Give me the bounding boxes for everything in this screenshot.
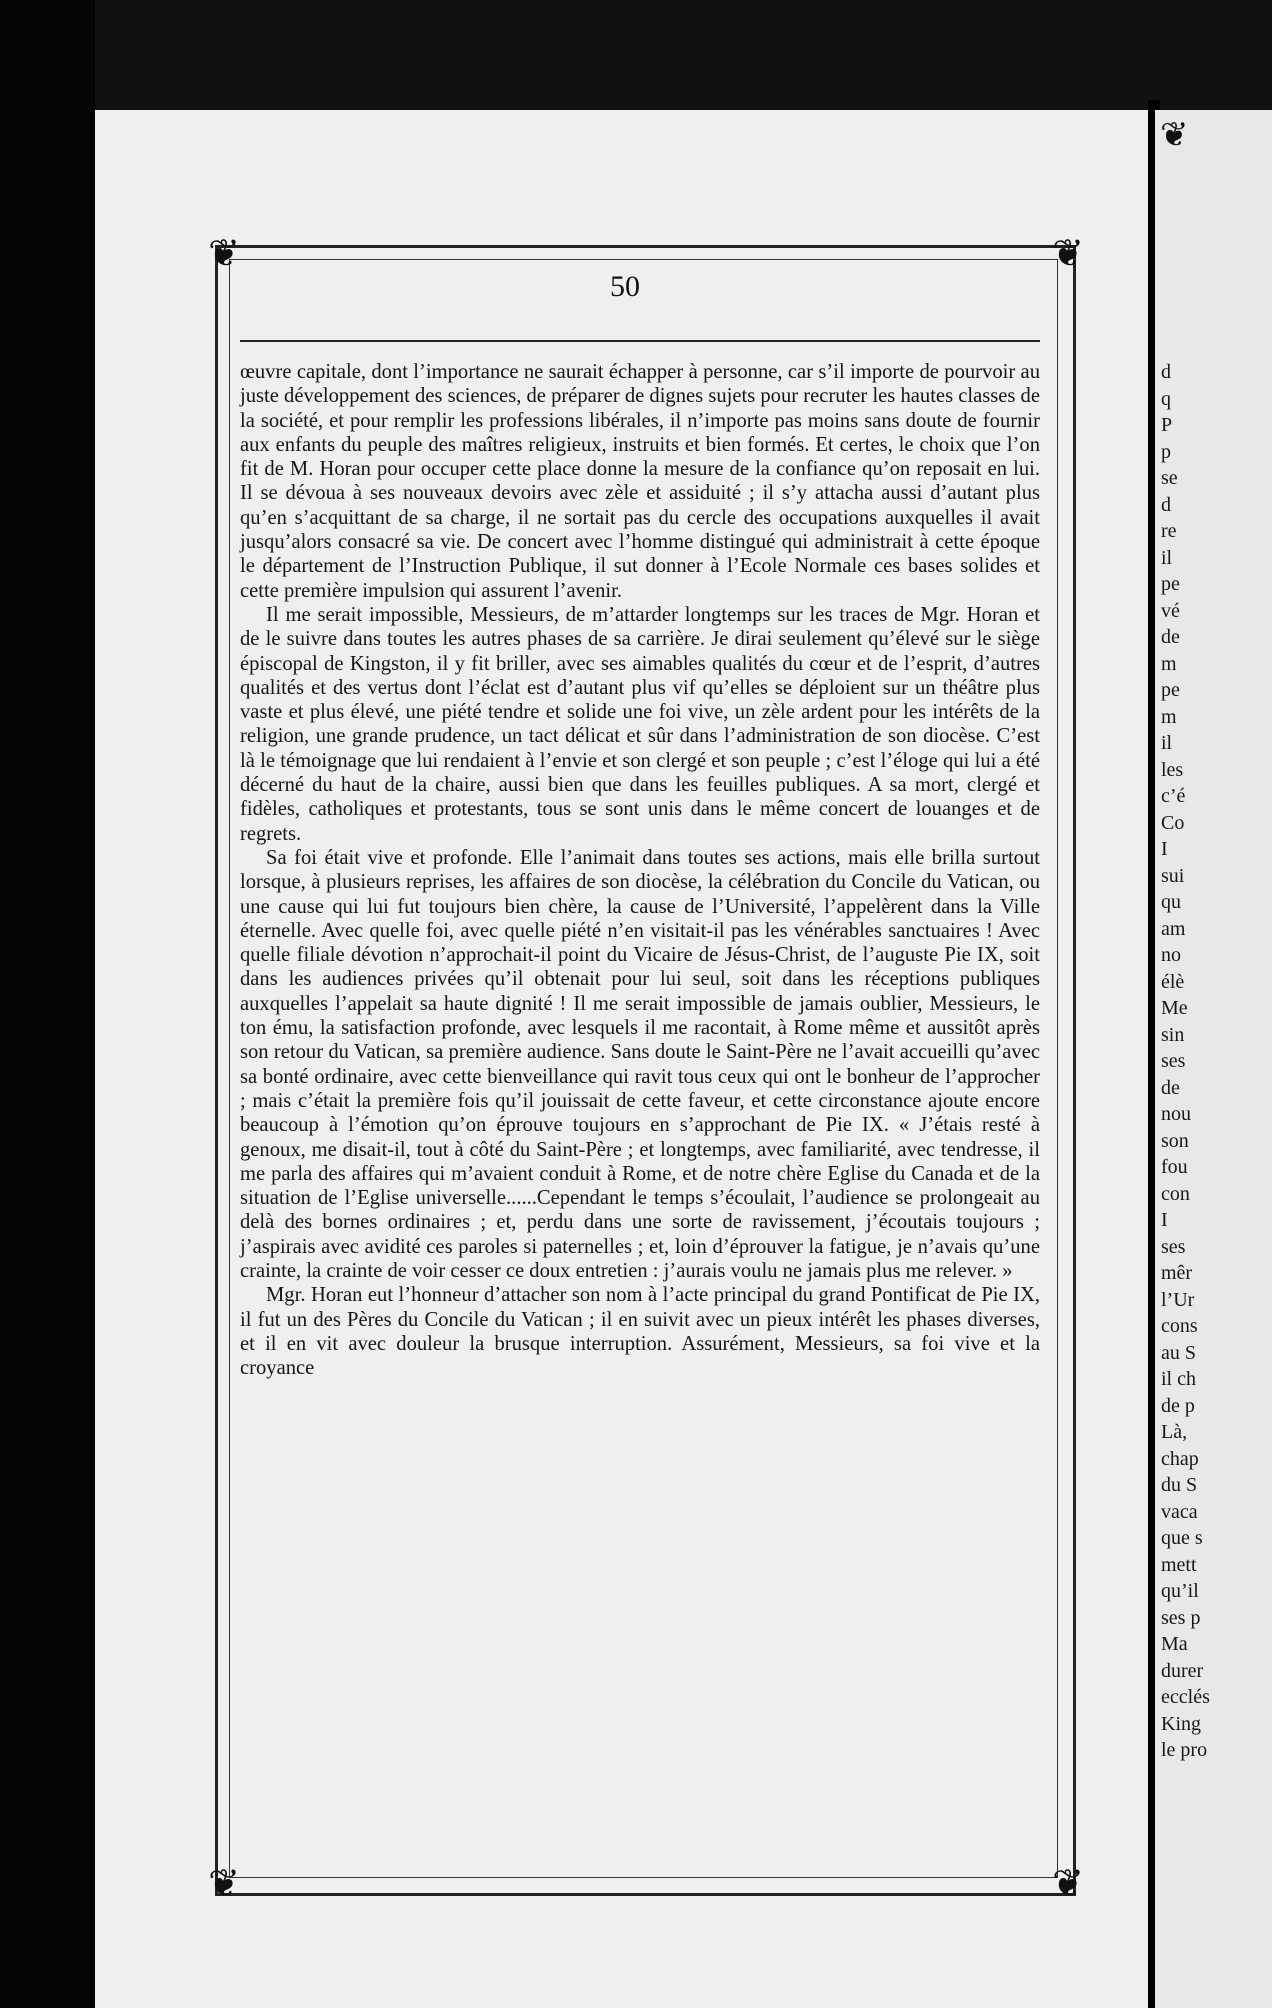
adjacent-line-fragment: Co [1161,811,1185,834]
scan-left-margin [0,0,95,2008]
adjacent-line-fragment: mett [1161,1553,1197,1576]
adjacent-line-fragment: que s [1161,1527,1203,1549]
adjacent-line-fragment: son [1161,1129,1189,1152]
adjacent-line-fragment: élè [1161,970,1185,993]
adjacent-line-fragment: de p [1161,1394,1195,1417]
adjacent-line-fragment: I [1161,1209,1168,1231]
paragraph: Sa foi était vive et profonde. Elle l’animait dans toutes ses actions, mais elle brilla surtout lorsque, à plusieurs reprises, les affaires de son diocèse, la célébration du Concile du Vatican, ou une cause qui lui fut toujours bien chère, la cause de l’Université, l’appelèrent dans la Ville éternelle. Avec quelle foi, avec quelle piété n’en visitait-il pas les vénérables sanctuaires ! Avec quelle filiale dévotion n’approchait-il point du Vicaire de Jésus-Christ, de l’auguste Pie IX, soit dans les audiences privées qu’il obtenait pour lui seul, soit dans les réceptions publiques auxquelles l’appelait sa haute dignité ! Il me serait impossible de jamais oublier, Messieurs, le ton ému, la satisfaction profonde, avec lesquels il me racontait, à Rome même et aussitôt après son retour du Vatican, sa première audience. Sans doute le Saint-Père ne l’avait accueilli qu’avec sa bonté ordinaire, avec cette bienveillance qui ravit tous ceux qui ont le bonheur de l’approcher ; mais c’était la première fois qu’il jouissait de cette faveur, et cette circonstance ajoute encore beaucoup à l’émotion qu’on éprouve toujours en s’approchant de Pie IX. « J’étais resté à genoux, me disait-il, tout à côté du Saint-Père ; et longtemps, avec familiarité, avec tendresse, il me parla des affaires qui m’avaient conduit à Rome, et de notre chère Eglise du Canada et de la situation de l’Eglise universelle......Cependant le temps s’écoulait, l’audience se prolongeait au delà des bornes ordinaires ; et, perdu dans une sorte de ravissement, j’écoutais toujours ; j’aspirais avec avidité ces paroles si paternelles ; et, loin d’éprouver la fatigue, je n’avais qu’une crainte, la crainte de voir cesser ce doux entretien : j’aurais voulu ne jamais plus me relever. » [240,846,1040,1282]
adjacent-line-fragment: chap [1161,1447,1199,1470]
adjacent-line-fragment: les [1161,758,1184,781]
adjacent-line-fragment: re [1161,520,1177,542]
adjacent-line-fragment: mêr [1161,1262,1193,1284]
adjacent-line-fragment: ses p [1161,1606,1201,1629]
book-page [95,110,1155,2008]
adjacent-line-fragment: Là, [1161,1421,1188,1443]
adjacent-line-fragment: Ma [1161,1633,1188,1655]
adjacent-line-fragment: il [1161,732,1173,754]
adjacent-line-fragment: p [1161,440,1171,463]
adjacent-line-fragment: ecclés [1161,1686,1210,1708]
corner-ornament-icon: ❦ [208,1861,240,1905]
adjacent-line-fragment: m [1161,705,1177,728]
adjacent-line-fragment: il ch [1161,1368,1196,1390]
adjacent-line-fragment: I [1161,838,1168,860]
adjacent-line-fragment: ses [1161,1235,1186,1258]
adjacent-line-fragment: se [1161,467,1178,489]
adjacent-line-fragment: pe [1161,573,1180,595]
adjacent-line-fragment: ses [1161,1050,1186,1072]
adjacent-line-fragment: cons [1161,1315,1198,1337]
adjacent-line-fragment: de [1161,626,1180,648]
scan-top-margin [0,0,1272,110]
adjacent-line-fragment: King [1161,1712,1201,1735]
adjacent-line-fragment: vaca [1161,1500,1198,1523]
body-text [240,360,1040,1380]
adjacent-line-fragment: il [1161,546,1173,569]
adjacent-line-fragment: durer [1161,1659,1204,1682]
adjacent-line-fragment: P [1161,414,1173,436]
adjacent-line-fragment: c’é [1161,785,1186,807]
page-number: 50 [610,270,640,303]
adjacent-line-fragment: am [1161,917,1186,940]
adjacent-line-fragment: qu’il [1161,1580,1199,1602]
adjacent-line-fragment: fou [1161,1156,1188,1178]
corner-ornament-icon: ❦ [1160,115,1189,155]
adjacent-line-fragment: no [1161,944,1181,966]
adjacent-line-fragment: q [1161,387,1171,410]
adjacent-page-fragment [1155,110,1272,2008]
corner-ornament-icon: ❦ [1052,231,1084,275]
adjacent-line-fragment: sin [1161,1023,1185,1046]
adjacent-line-fragment: qu [1161,891,1181,913]
adjacent-line-fragment: sui [1161,864,1185,887]
adjacent-line-fragment: pe [1161,679,1180,701]
adjacent-line-fragment: du S [1161,1474,1198,1496]
adjacent-line-fragment: d [1161,361,1171,383]
adjacent-line-fragment: m [1161,652,1177,675]
adjacent-line-fragment: Me [1161,997,1188,1019]
adjacent-line-fragment: nou [1161,1103,1191,1125]
adjacent-line-fragment: vé [1161,599,1180,622]
adjacent-line-fragment: le pro [1161,1739,1208,1761]
corner-ornament-icon: ❦ [208,231,240,275]
adjacent-line-fragment: de [1161,1076,1180,1099]
header-rule [240,340,1040,342]
adjacent-line-fragment: con [1161,1182,1190,1205]
corner-ornament-icon: ❦ [1052,1861,1084,1905]
adjacent-line-fragment: au S [1161,1341,1196,1364]
paragraph: Mgr. Horan eut l’honneur d’attacher son nom à l’acte principal du grand Pontificat de Pie IX, il fut un des Pères du Concile du Vatican ; il en suivit avec un pieux intérêt les phases diverses, et il en vit avec douleur la brusque interruption. Assurément, Messieurs, sa foi vive et la croyance [240,1284,1040,1380]
paragraph: Il me serait impossible, Messieurs, de m’attarder longtemps sur les traces de Mgr. Horan et de le suivre dans toutes les autres phases de sa carrière. Je dirai seulement qu’élevé sur le siège épiscopal de Kingston, il y fit briller, avec ses aimables qualités du cœur et de l’esprit, d’autres qualités et des vertus dont l’éclat est d’autant plus vif qu’elles se déploient sur un théâtre plus vaste et plus élevé, une piété tendre et solide une foi vive, un zèle ardent pour les intérêts de la religion, une grande prudence, un tact délicat et sûr dans l’administration de son diocèse. C’est là le témoignage que lui rendaient à l’envie et son clergé et son peuple ; c’est l’éloge qui lui a été décerné du haut de la chaire, aussi bien que dans les feuilles publiques. A sa mort, clergé et fidèles, catholiques et protestants, tous se sont unis dans le même concert de louanges et de regrets. [240,603,1040,845]
adjacent-line-fragment: l’Ur [1161,1288,1195,1311]
paragraph: œuvre capitale, dont l’importance ne saurait échapper à personne, car s’il importe de pourvoir au juste développement des sciences, de préparer de dignes sujets pour recruter les hautes classes de la société, et pour remplir les professions libérales, il n’importe pas moins sans doute de fournir aux enfants du peuple des maîtres religieux, instruits et bien formés. Et certes, le choix que l’on fit de M. Horan pour occuper cette place donne la mesure de la confiance qu’on reposait en lui. Il se dévoua à ses nouveaux devoirs avec zèle et assiduité ; il s’y attacha aussi d’autant plus qu’en s’acquittant de sa charge, il ne sortait pas du cercle des occupations auxquelles il avait jusqu’alors consacré sa vie. De concert avec l’homme distingué qui administrait à cette époque le département de l’Instruction Publique, il sut donner à l’Ecole Normale ces bases solides et cette première impulsion qui assurent l’avenir. [240,361,1040,602]
adjacent-line-fragment: d [1161,493,1171,516]
